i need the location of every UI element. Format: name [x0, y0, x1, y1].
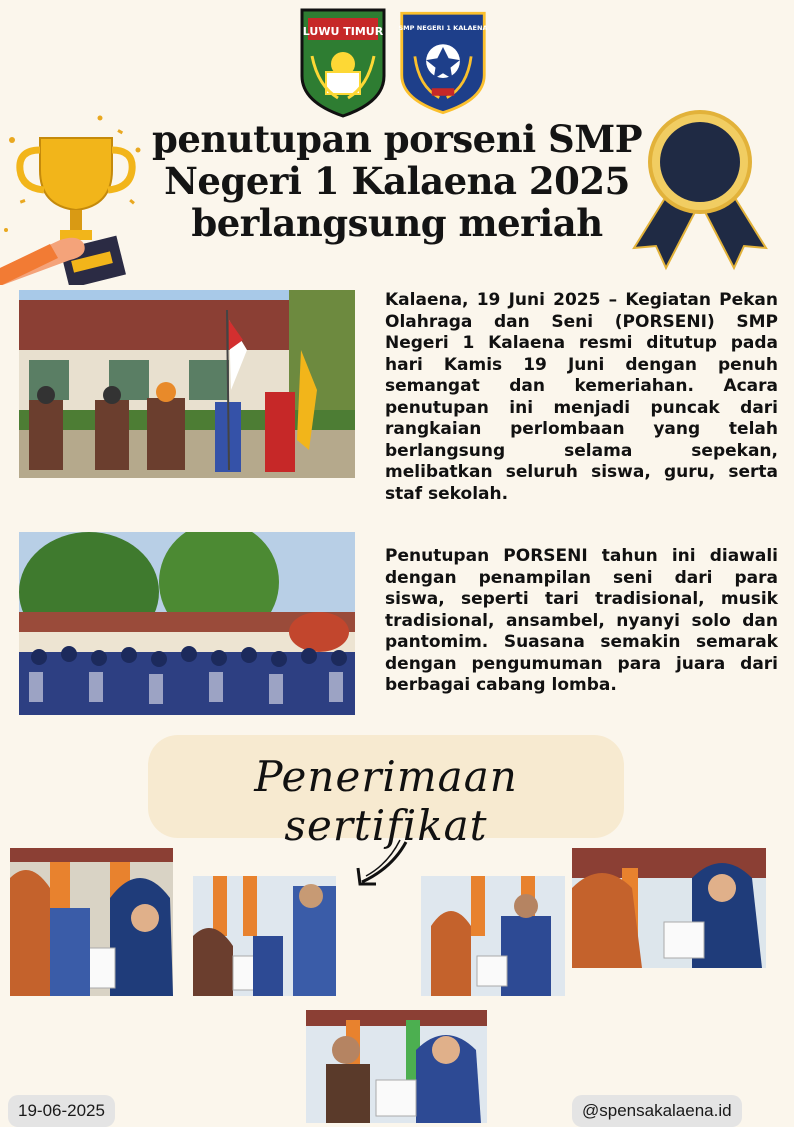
svg-text:LUWU TIMUR: LUWU TIMUR — [302, 25, 384, 38]
instagram-handle: @spensakalaena.id — [572, 1095, 742, 1127]
svg-text:SMP NEGERI 1 KALAENA: SMP NEGERI 1 KALAENA — [398, 24, 488, 33]
article-paragraph-2: Penutupan PORSENI tahun ini diawali dengan penampilan seni dari para siswa, seperti tari tradisional, musik tradisional, ansambel, nyanyi solo dan pantomim. Suasana semakin semarak dengan pengumuman para juara dari berbagai cabang lomba. — [385, 546, 778, 695]
arrow-icon — [352, 838, 412, 890]
article-paragraph-1: Kalaena, 19 Juni 2025 – Kegiatan Pekan Olahraga dan Seni (PORSENI) SMP Negeri 1 Kalaena resmi ditutup pada hari Kamis 19 Juni dengan penuh semangat dan kemeriahan. Acara penutupan ini menjadi puncak dari rangkaian perlombaan yang telah berlangsung selama sepekan, melibatkan seluruh siswa, guru, serta staf sekolah. — [385, 290, 778, 504]
date-badge: 19-06-2025 — [8, 1095, 115, 1127]
title-line-1: penutupan porseni SMP — [151, 117, 643, 161]
photo-certificate-5 — [306, 1010, 487, 1123]
trophy-icon — [0, 110, 150, 285]
photo-certificate-3 — [421, 876, 565, 996]
medal-icon — [630, 110, 770, 280]
title-line-2: Negeri 1 Kalaena 2025 — [164, 159, 630, 203]
page-title — [150, 118, 644, 244]
certificate-heading: Penerimaan sertifikat — [254, 752, 518, 850]
photo-certificate-2 — [193, 876, 336, 996]
photo-closing-ceremony-teachers — [19, 290, 355, 478]
photo-certificate-4 — [572, 848, 766, 968]
title-line-3: berlangsung meriah — [191, 201, 603, 245]
photo-certificate-1 — [10, 848, 173, 996]
photo-students-gathered — [19, 532, 355, 715]
luwu-timur-logo — [298, 6, 388, 118]
smp-negeri-1-kalaena-logo — [398, 6, 488, 118]
